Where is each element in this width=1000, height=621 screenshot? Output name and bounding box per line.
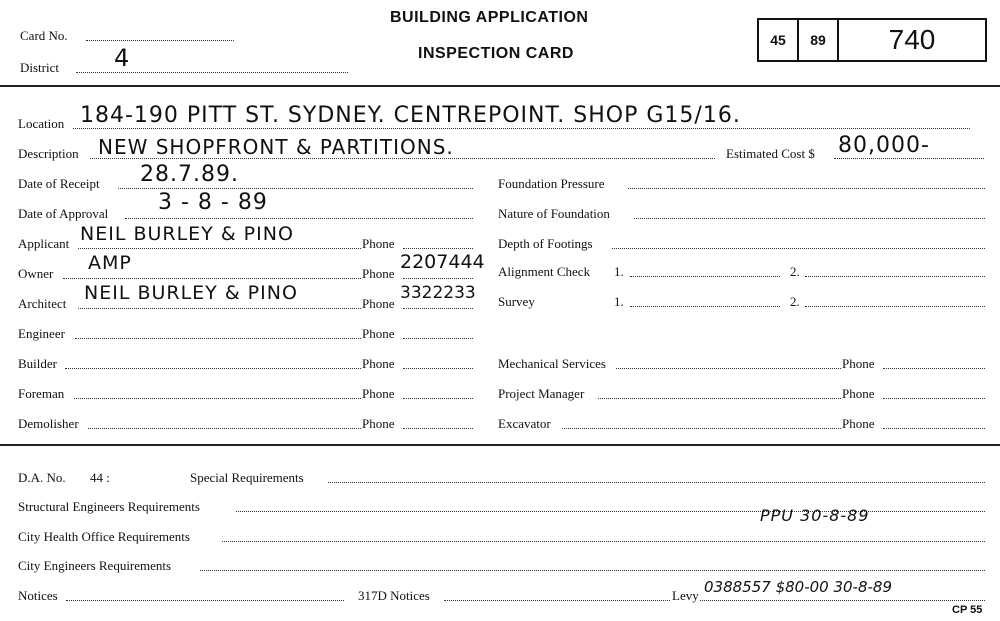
owner-label: Owner <box>18 266 54 281</box>
builder-field[interactable] <box>65 368 361 369</box>
survey-label: Survey <box>498 294 535 309</box>
mechanical-phone-label: Phone <box>842 356 875 371</box>
owner-value: AMP <box>88 252 132 274</box>
alignment-check-1-field[interactable] <box>630 276 780 277</box>
engineer-label: Engineer <box>18 326 65 341</box>
demolisher-phone-field[interactable] <box>403 428 473 429</box>
description-value: NEW SHOPFRONT & PARTITIONS. <box>98 135 454 159</box>
foreman-field[interactable] <box>74 398 361 399</box>
owner-phone-value: 2207444 <box>400 251 485 273</box>
date-approval-label: Date of Approval <box>18 206 109 221</box>
foreman-phone-field[interactable] <box>403 398 473 399</box>
location-label: Location <box>18 116 65 131</box>
engineer-phone-label: Phone <box>362 326 395 341</box>
alignment-check-2-field[interactable] <box>805 276 985 277</box>
structural-req-label: Structural Engineers Requirements <box>18 499 200 514</box>
applicant-value: NEIL BURLEY & PINO <box>80 223 294 245</box>
applicant-label: Applicant <box>18 236 70 251</box>
foundation-pressure-label: Foundation Pressure <box>498 176 605 191</box>
builder-phone-label: Phone <box>362 356 395 371</box>
architect-value: NEIL BURLEY & PINO <box>84 282 298 304</box>
demolisher-phone-label: Phone <box>362 416 395 431</box>
levy-field[interactable] <box>700 600 985 601</box>
district-label: District <box>20 60 59 75</box>
project-manager-label: Project Manager <box>498 386 585 401</box>
section-divider <box>0 444 1000 446</box>
architect-phone-field[interactable] <box>403 308 473 309</box>
architect-field[interactable] <box>78 308 361 309</box>
architect-phone-label: Phone <box>362 296 395 311</box>
alignment-check-2-label: 2. <box>790 264 800 279</box>
notices-field[interactable] <box>66 600 344 601</box>
mechanical-field[interactable] <box>616 368 841 369</box>
architect-label: Architect <box>18 296 67 311</box>
structural-req-field[interactable] <box>236 511 985 512</box>
levy-label: Levy <box>672 588 699 603</box>
alignment-check-1-label: 1. <box>614 264 624 279</box>
applicant-phone-label: Phone <box>362 236 395 251</box>
levy-value: 0388557 $80-00 30-8-89 <box>704 578 893 596</box>
card-number-box-a: 45 <box>759 20 799 60</box>
engineer-phone-field[interactable] <box>403 338 473 339</box>
depth-footings-field[interactable] <box>612 248 985 249</box>
city-health-label: City Health Office Requirements <box>18 529 190 544</box>
alignment-check-label: Alignment Check <box>498 264 591 279</box>
depth-footings-label: Depth of Footings <box>498 236 593 251</box>
owner-field[interactable] <box>63 278 361 279</box>
card-number-value: 740 <box>888 24 936 55</box>
nature-foundation-field[interactable] <box>634 218 985 219</box>
city-health-field[interactable] <box>222 541 985 542</box>
city-health-value: PPU 30-8-89 <box>760 506 870 525</box>
card-number-box <box>757 18 987 62</box>
special-requirements-field[interactable] <box>328 482 985 483</box>
form-code: CP 55 <box>952 604 983 616</box>
builder-phone-field[interactable] <box>403 368 473 369</box>
owner-phone-label: Phone <box>362 266 395 281</box>
date-receipt-label: Date of Receipt <box>18 176 100 191</box>
excavator-phone-label: Phone <box>842 416 875 431</box>
date-approval-field[interactable] <box>125 218 473 219</box>
demolisher-field[interactable] <box>88 428 361 429</box>
estimated-cost-field[interactable] <box>834 158 984 159</box>
project-manager-phone-label: Phone <box>842 386 875 401</box>
engineer-field[interactable] <box>75 338 361 339</box>
notices-317d-label: 317D Notices <box>358 588 430 603</box>
header-divider <box>0 85 1000 87</box>
applicant-phone-field[interactable] <box>403 248 473 249</box>
card-no-label: Card No. <box>20 28 68 43</box>
estimated-cost-value: 80,000- <box>838 133 930 158</box>
location-value: 184-190 PITT ST. SYDNEY. CENTREPOINT. SHOP G15/16. <box>80 103 741 128</box>
applicant-field[interactable] <box>78 248 361 249</box>
estimated-cost-label: Estimated Cost $ <box>726 146 815 161</box>
notices-317d-field[interactable] <box>444 600 670 601</box>
notices-label: Notices <box>18 588 58 603</box>
project-manager-field[interactable] <box>598 398 841 399</box>
foundation-pressure-field[interactable] <box>628 188 985 189</box>
project-manager-phone-field[interactable] <box>883 398 985 399</box>
da-no-value: 44 : <box>90 470 110 485</box>
survey-2-field[interactable] <box>805 306 985 307</box>
card-number-box-b: 89 <box>799 20 839 60</box>
survey-2-label: 2. <box>790 294 800 309</box>
city-engineers-label: City Engineers Requirements <box>18 558 172 573</box>
description-label: Description <box>18 146 79 161</box>
location-field[interactable] <box>73 128 970 129</box>
district-value: 4 <box>114 44 131 72</box>
nature-foundation-label: Nature of Foundation <box>498 206 610 221</box>
survey-1-label: 1. <box>614 294 624 309</box>
mechanical-label: Mechanical Services <box>498 356 606 371</box>
foreman-label: Foreman <box>18 386 65 401</box>
date-approval-value: 3 - 8 - 89 <box>158 190 268 215</box>
demolisher-label: Demolisher <box>18 416 79 431</box>
excavator-field[interactable] <box>562 428 841 429</box>
architect-phone-value: 3322233 <box>400 283 476 303</box>
foreman-phone-label: Phone <box>362 386 395 401</box>
form-title-line2: INSPECTION CARD <box>418 45 574 62</box>
excavator-label: Excavator <box>498 416 551 431</box>
excavator-phone-field[interactable] <box>883 428 985 429</box>
date-receipt-field[interactable] <box>118 188 473 189</box>
form-title-line1: BUILDING APPLICATION <box>390 9 589 26</box>
da-no-label: D.A. No. <box>18 470 66 485</box>
district-field[interactable] <box>76 72 348 73</box>
card-no-field[interactable] <box>86 40 234 41</box>
date-receipt-value: 28.7.89. <box>140 162 239 187</box>
owner-phone-field[interactable] <box>403 278 473 279</box>
city-engineers-field[interactable] <box>200 570 985 571</box>
survey-1-field[interactable] <box>630 306 780 307</box>
mechanical-phone-field[interactable] <box>883 368 985 369</box>
builder-label: Builder <box>18 356 57 371</box>
special-requirements-label: Special Requirements <box>190 470 304 485</box>
